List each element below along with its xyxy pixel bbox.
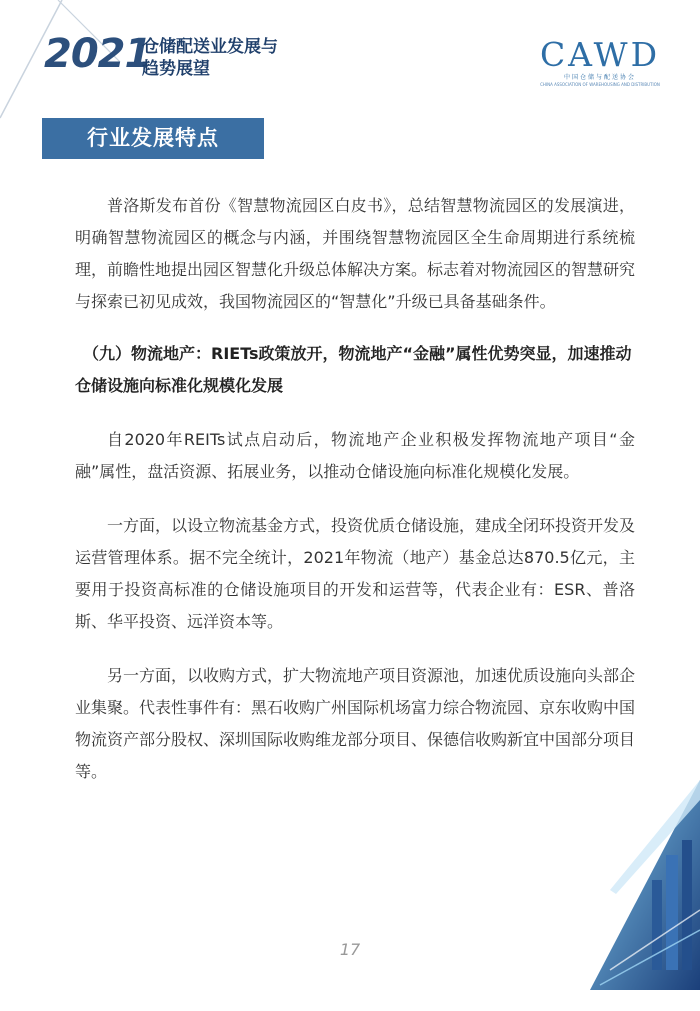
report-title-line2: 趋势展望 <box>142 59 210 79</box>
logo-wordmark: CAWD <box>539 35 661 74</box>
logo-english-name: CHINA ASSOCIATION OF WAREHOUSING AND DISTRIBUTION <box>540 82 660 87</box>
subsection-heading: （九）物流地产：RIETs政策放开，物流地产“金融”属性优势突显，加速推动仓储设施向标准化规模化发展 <box>75 344 632 395</box>
logo-chinese-name: 中国仓储与配送协会 <box>563 74 636 81</box>
report-title-line1: 仓储配送业发展与 <box>142 37 278 57</box>
cawd-logo <box>530 36 670 88</box>
paragraph-funds: 一方面，以设立物流基金方式，投资优质仓储设施，建成全闭环投资开发及运营管理体系。据不完全统计，2021年物流（地产）基金总达870.5亿元，主要用于投资高标准的仓储设施项目的开发和运营等，代表企业有：ESR、普洛斯、华平投资、远洋资本等。 <box>75 516 636 631</box>
article-body <box>75 190 635 788</box>
page-number: 17 <box>339 940 361 959</box>
paragraph-reits: 自2020年REITs试点启动后，物流地产企业积极发挥物流地产项目“金融”属性，盘活资源、拓展业务，以推动仓储设施向标准化规模化发展。 <box>75 430 635 481</box>
section-title: 行业发展特点 <box>42 118 264 159</box>
report-title <box>142 36 278 80</box>
paragraph-acquisitions: 另一方面，以收购方式，扩大物流地产项目资源池，加速优质设施向头部企业集聚。代表性事件有：黑石收购广州国际机场富力综合物流园、京东收购中国物流资产部分股权、深圳国际收购维龙部分项目、保德信收购新宜中国部分项目等。 <box>75 666 636 781</box>
paragraph-smart-park: 普洛斯发布首份《智慧物流园区白皮书》，总结智慧物流园区的发展演进，明确智慧物流园区的概念与内涵，并围绕智慧物流园区全生命周期进行系统梳理，前瞻性地提出园区智慧化升级总体解决方案。标志着对物流园区的智慧研究与探索已初见成效，我国物流园区的“智慧化”升级已具备基础条件。 <box>75 196 636 311</box>
report-year: 2021 <box>44 31 152 77</box>
